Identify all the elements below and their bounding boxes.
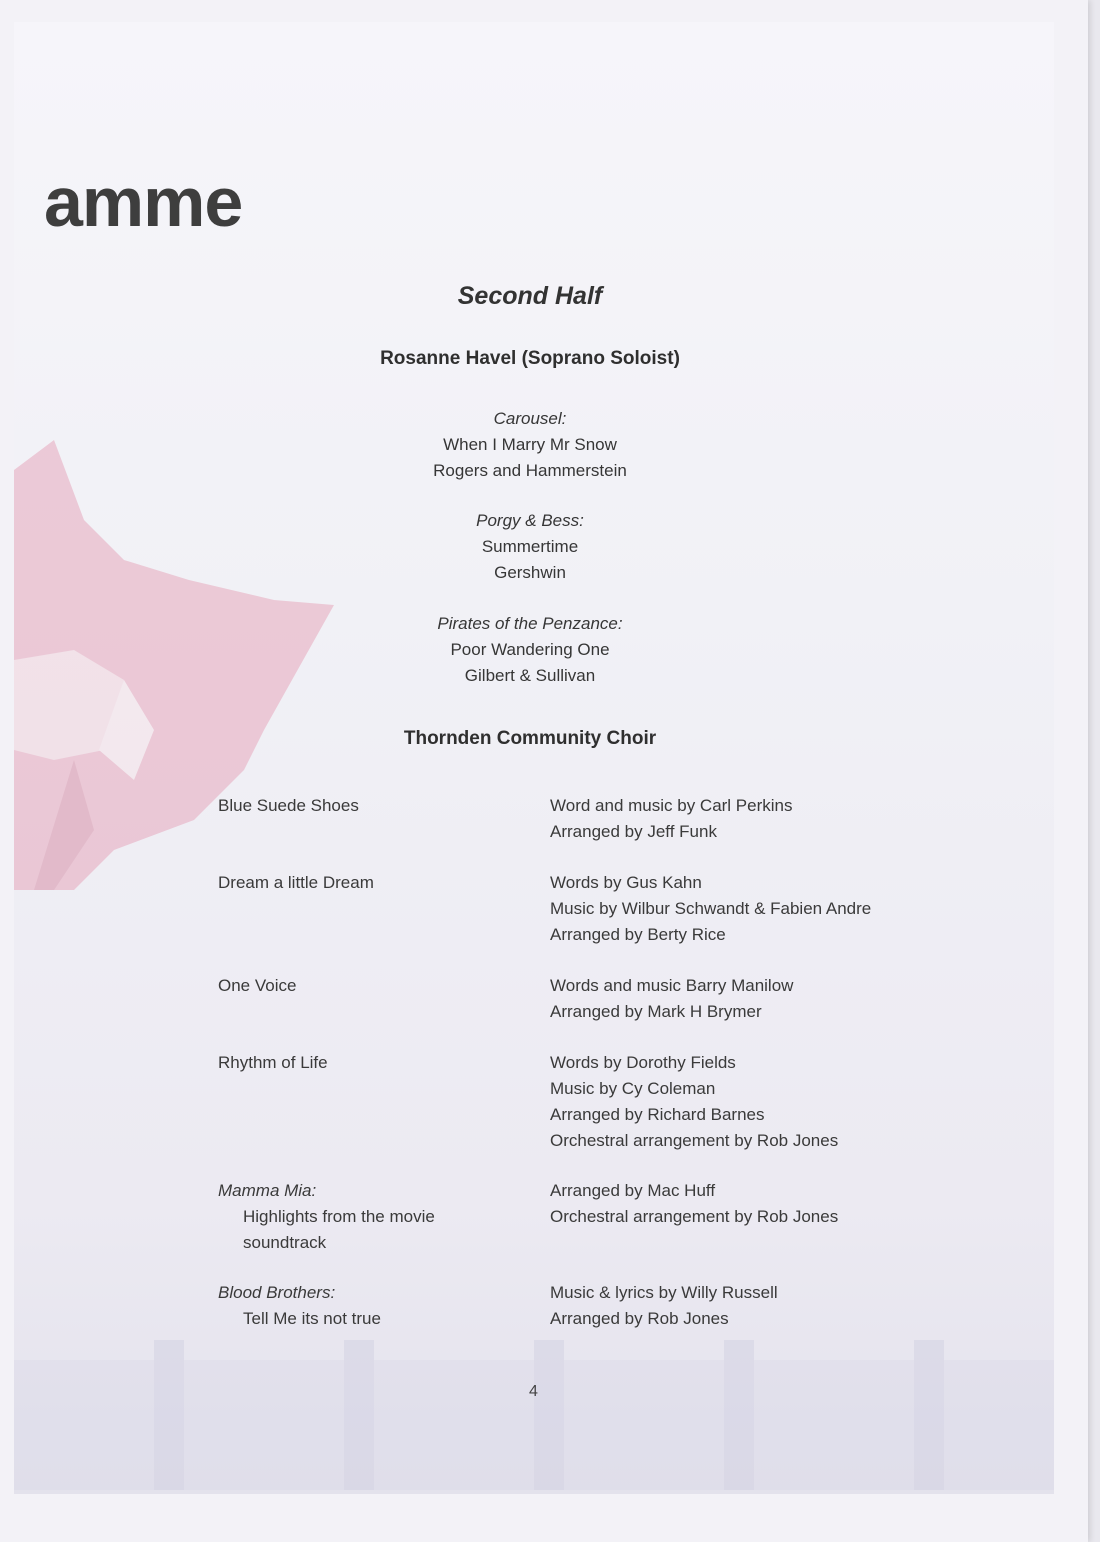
song-credits [550, 1280, 950, 1332]
song-credits [550, 1178, 950, 1230]
credit-line: Arranged by Jeff Funk [550, 822, 717, 841]
credit-line: Words by Gus Kahn [550, 873, 702, 892]
background-railing-image [14, 1340, 1054, 1490]
credit-line: Music & lyrics by Willy Russell [550, 1283, 778, 1302]
song-title: Rhythm of Life [218, 1053, 328, 1072]
song-block [218, 1178, 518, 1256]
song-show: Carousel: [493, 409, 567, 428]
song-credit: Rogers and Hammerstein [433, 461, 627, 480]
credit-line: Arranged by Richard Barnes [550, 1105, 765, 1124]
song-show: Pirates of the Penzance: [437, 614, 623, 633]
song-show: Porgy & Bess: [476, 511, 584, 530]
song-title: When I Marry Mr Snow [443, 435, 617, 454]
song-title: Highlights from the movie [243, 1207, 435, 1226]
song-show: Mamma Mia: [218, 1181, 317, 1200]
credit-line: Word and music by Carl Perkins [550, 796, 793, 815]
section-title: Second Half [457, 282, 603, 310]
song-credits [550, 870, 950, 948]
credit-line: Words by Dorothy Fields [550, 1053, 736, 1072]
song-credits [550, 973, 950, 1025]
song-title: One Voice [218, 976, 297, 995]
song-credit: Gershwin [494, 563, 566, 582]
song-title: Summertime [481, 537, 579, 556]
song-credits [550, 793, 950, 845]
credit-line: Orchestral arrangement by Rob Jones [550, 1207, 839, 1226]
credit-line: Music by Cy Coleman [550, 1079, 716, 1098]
song-title: Tell Me its not true [243, 1309, 381, 1328]
credit-line: Arranged by Mac Huff [550, 1181, 716, 1200]
soloist-heading: Rosanne Havel (Soprano Soloist) [380, 348, 680, 369]
soloist-song [280, 611, 780, 689]
song-credits [550, 1050, 950, 1154]
soloist-song [280, 508, 780, 586]
song-title: Dream a little Dream [218, 873, 374, 892]
credit-line: Arranged by Berty Rice [550, 925, 726, 944]
choir-heading: Thornden Community Choir [403, 728, 657, 749]
song-title: Poor Wandering One [450, 640, 610, 659]
credit-line: Arranged by Rob Jones [550, 1309, 729, 1328]
soloist-song [280, 406, 780, 484]
credit-line: Arranged by Mark H Brymer [550, 1002, 762, 1021]
credit-line: Orchestral arrangement by Rob Jones [550, 1131, 839, 1150]
song-show: Blood Brothers: [218, 1283, 336, 1302]
page-number: 4 [529, 1383, 538, 1400]
song-title-continued: soundtrack [243, 1233, 327, 1252]
song-block [218, 1280, 518, 1332]
song-title: Blue Suede Shoes [218, 796, 359, 815]
programme-title-fragment: amme [44, 163, 243, 241]
credit-line: Music by Wilbur Schwandt & Fabien Andre [550, 899, 872, 918]
song-credit: Gilbert & Sullivan [464, 666, 596, 685]
credit-line: Words and music Barry Manilow [550, 976, 794, 995]
